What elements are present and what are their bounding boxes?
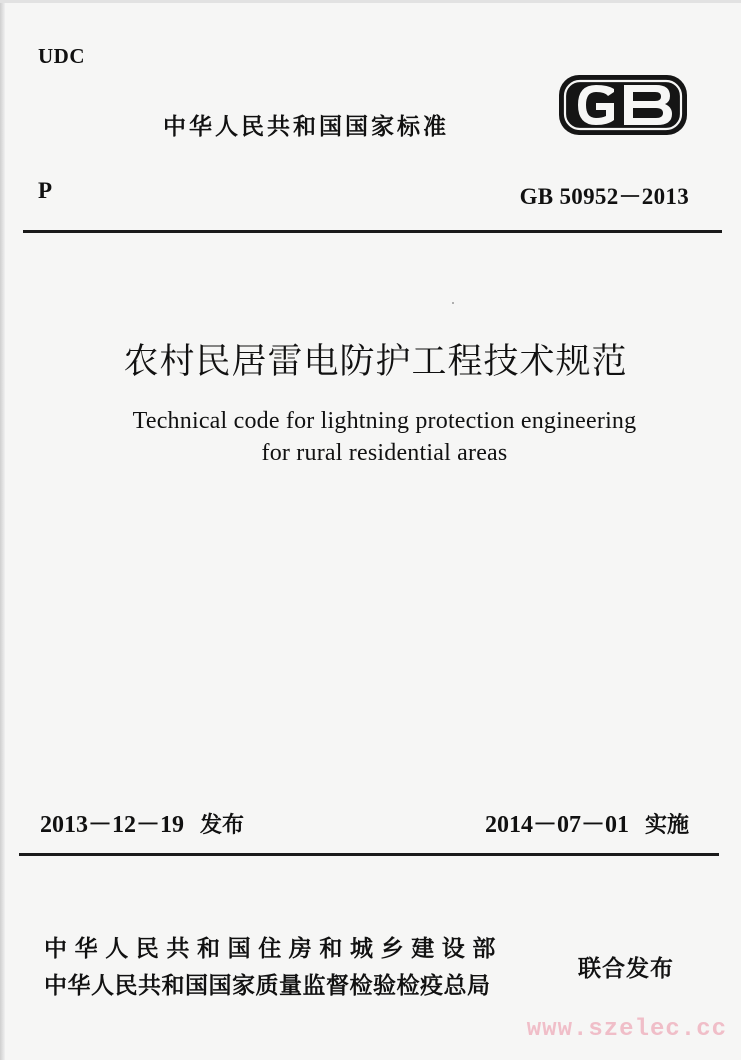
category-code: P xyxy=(38,178,53,203)
udc-label: UDC xyxy=(38,44,85,68)
page-top-edge xyxy=(0,0,741,3)
title-english-line2: for rural residential areas xyxy=(261,440,508,466)
standard-organization: 中华人民共和国国家标准 xyxy=(163,114,449,140)
implementation-date: 2014－07－01 xyxy=(484,812,629,838)
issue-date-block xyxy=(40,804,244,839)
standard-number: GB 50952－2013 xyxy=(519,184,689,209)
issuer-ministry-housing: 中华人民共和国住房和城乡建设部 xyxy=(44,936,503,962)
bottom-divider xyxy=(19,853,719,856)
issuer-quality-supervision: 中华人民共和国国家质量监督检验检疫总局 xyxy=(44,973,491,999)
issue-date: 2013－12－19 xyxy=(40,812,184,838)
issue-label: 发布 xyxy=(200,813,245,838)
title-chinese: 农村民居雷电防护工程技术规范 xyxy=(123,342,628,382)
speck xyxy=(452,302,454,304)
implementation-label: 实施 xyxy=(644,813,689,838)
top-divider xyxy=(23,230,722,233)
implementation-date-block xyxy=(485,804,689,839)
watermark-text: www.szelec.cc xyxy=(526,1016,727,1043)
joint-release-label: 联合发布 xyxy=(578,956,674,982)
gb-logo xyxy=(556,72,690,138)
title-english-line1: Technical code for lightning protection engineering xyxy=(132,408,637,434)
page-edge-shadow xyxy=(0,0,5,1060)
